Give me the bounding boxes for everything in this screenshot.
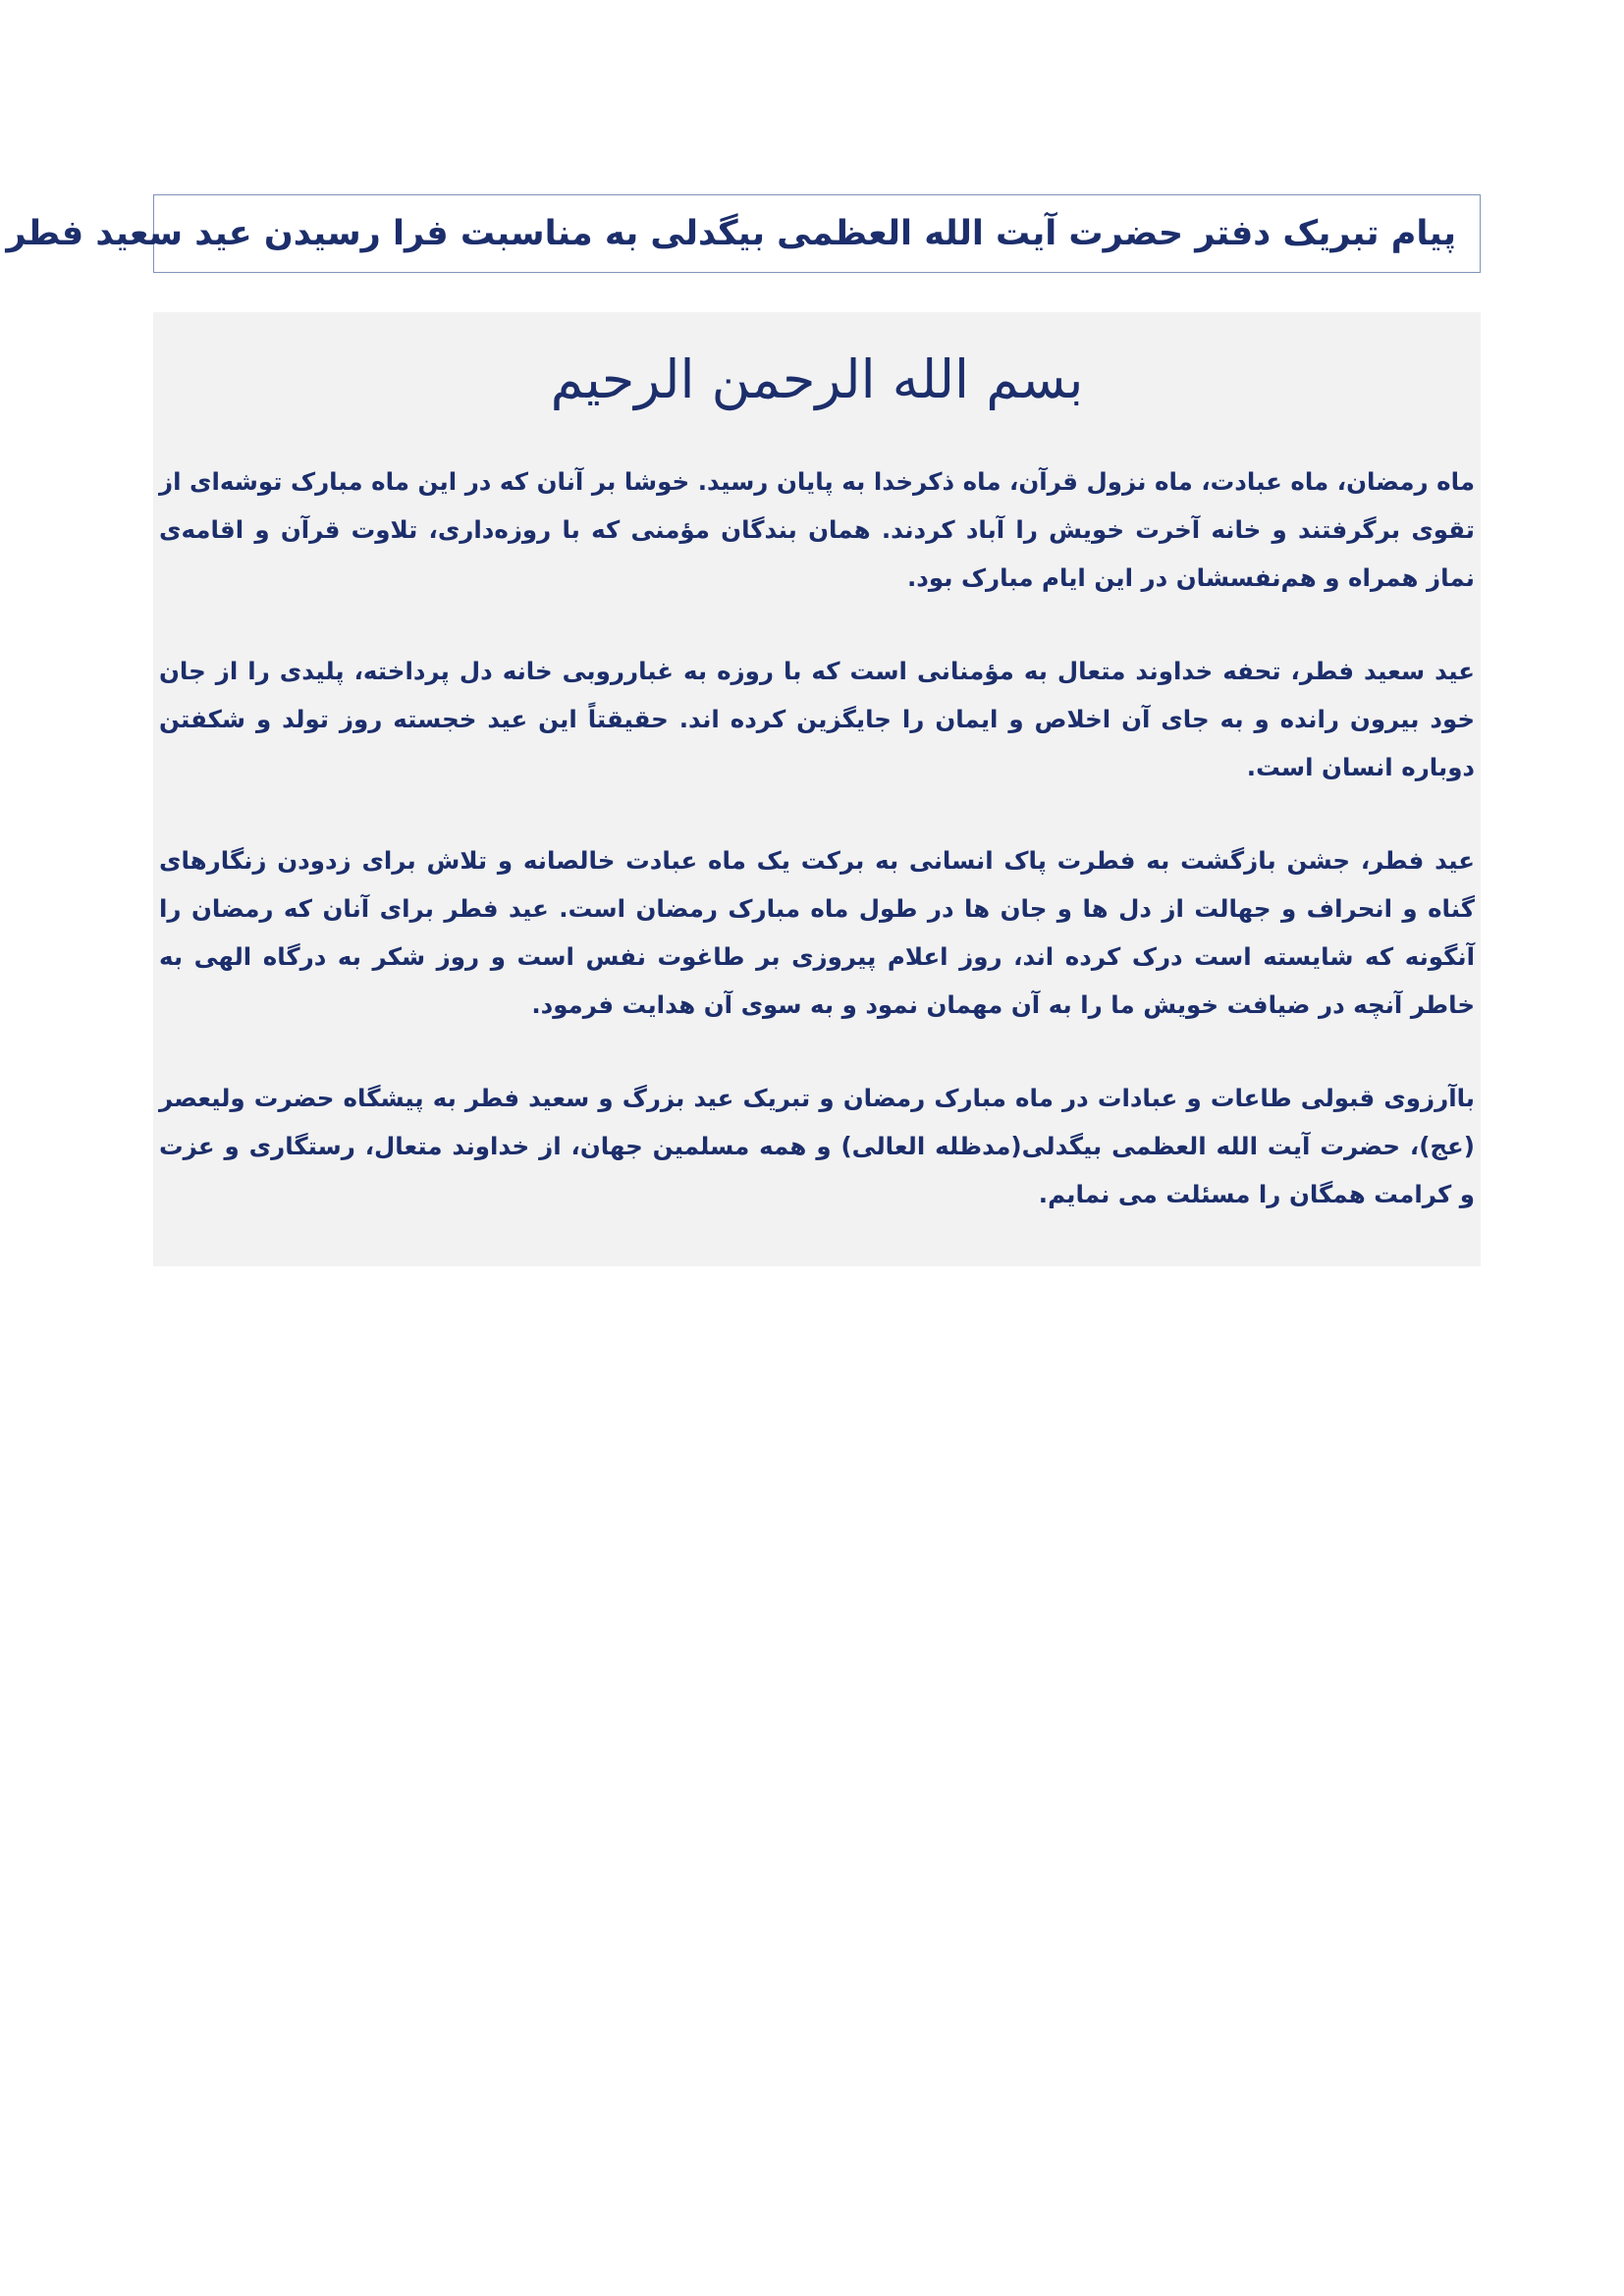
paragraph-1: ماه رمضان، ماه عبادت، ماه نزول قرآن، ماه ذکرخدا به پایان رسید. خوشا بر آنان که در این ماه مبارک توشه‌ای از تقوی برگرفتند و خانه آخرت خویش را آباد کردند. همان بندگان مؤمنی که با روزه‌داری، تلاوت قرآن و اقامه‌ی نماز همراه و هم‌نفسشان در این ایام مبارک بود. [159, 467, 1475, 592]
document-title: پیام تبریک دفتر حضرت آیت الله العظمی بیگدلی به مناسبت فرا رسیدن عید سعید فطر [6, 214, 1456, 253]
title-box [6, 194, 1481, 273]
paragraph-3: عید فطر، جشن بازگشت به فطرت پاک انسانی به برکت یک ماه عبادت خالصانه و تلاش برای زدودن زنگارهای گناه و انحراف و جهالت از دل ها و جان ها در طول ماه مبارک رمضان است. عید فطر برای آنان که رمضان را آنگونه که شایسته است درک کرده اند، روز اعلام پیروزی بر طاغوت نفس است و روز شکر به درگاه الهی به خاطر آنچه در ضیافت خویش ما را به آن مهمان نمود و به سوی آن هدایت فرمود. [159, 846, 1475, 1019]
bismillah-heading: بسم الله الرحمن الرحیم [550, 348, 1084, 410]
paragraph-4: باآرزوی قبولی طاعات و عبادات در ماه مبارک رمضان و تبریک عید بزرگ و سعید فطر به پیشگاه حضرت ولیعصر (عج)، حضرت آیت الله العظمی بیگدلی(مدظله العالی) و همه مسلمین جهان، از خداوند متعال، رستگاری و عزت و کرامت همگان را مسئلت می نمایم. [159, 1084, 1475, 1208]
paragraph-2: عید سعید فطر، تحفه خداوند متعال به مؤمنانی است که با روزه به غبارروبی خانه دل پرداخته، پلیدی را از جان خود بیرون رانده و به جای آن اخلاص و ایمان را جایگزین کرده اند. حقیقتاً این عید خجسته روز تولد و شکفتن دوباره انسان است. [159, 657, 1475, 781]
message-panel [153, 312, 1481, 1266]
